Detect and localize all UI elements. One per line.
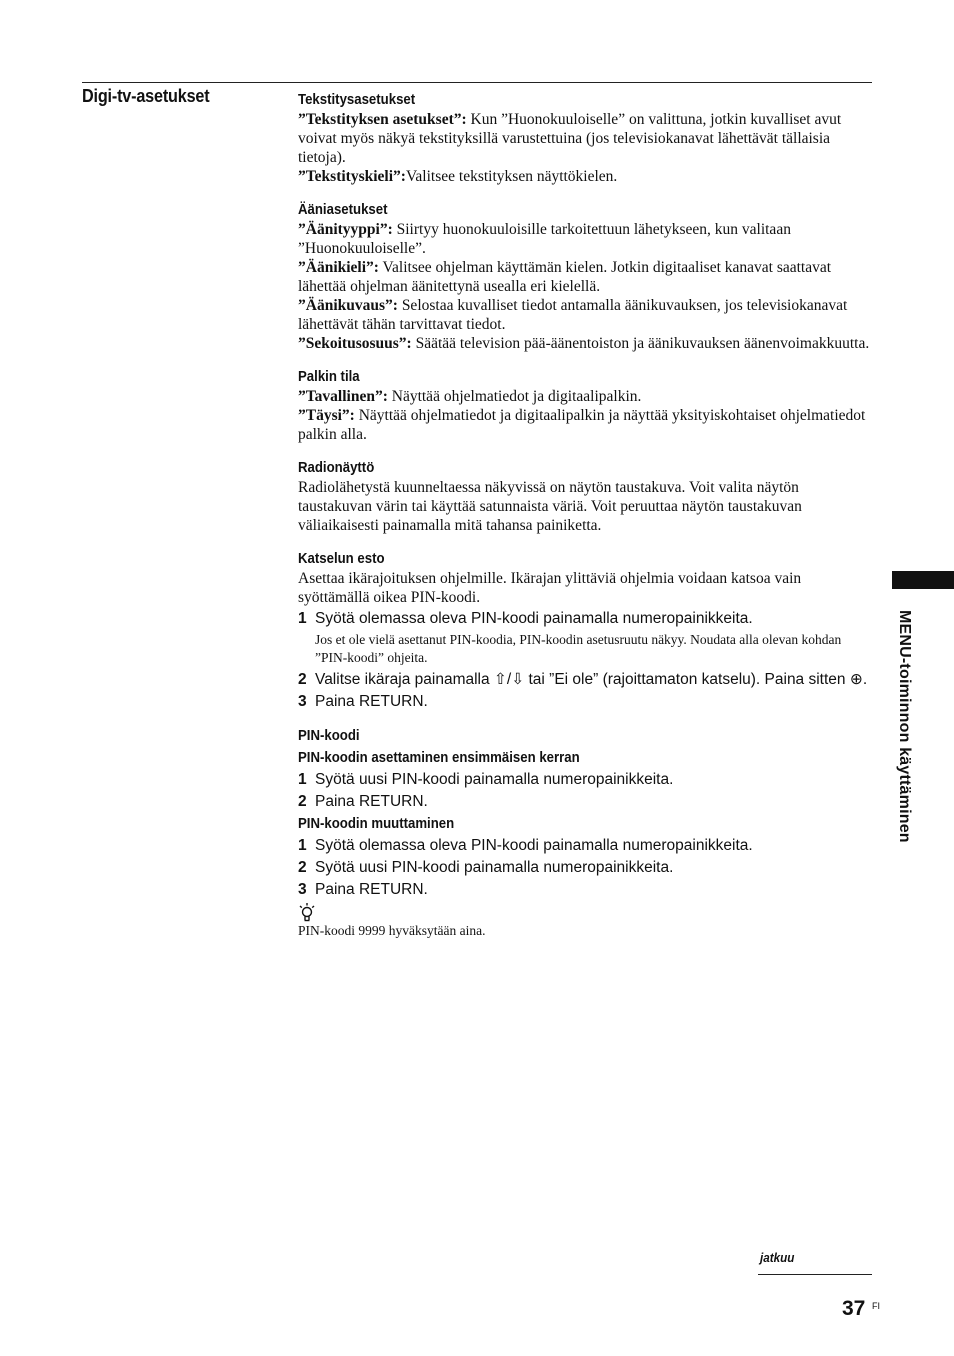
- pin-change-heading: PIN-koodin muuttaminen: [298, 815, 455, 832]
- banner-full-item: ”Täysi”: Näyttää ohjelmatiedot ja digitaalipalkin ja näyttää yksityiskohtaiset ohjelmatiedot palkin alla.: [298, 407, 866, 443]
- page-language-code: FI: [872, 1301, 880, 1311]
- subtitle-setup-item: ”Tekstityksen asetukset”: Kun ”Huonokuuloiselle” on valittuna, jotkin kuvalliset avut voivat myös näkyä tekstityksillä varustettuina (jos televisiokanavat lähettävät tällaisia tietoja).: [298, 111, 842, 166]
- banner-normal-item: ”Tavallinen”: Näyttää ohjelmatiedot ja digitaalipalkin.: [298, 388, 642, 405]
- audio-description-item: ”Äänikuvaus”: Selostaa kuvalliset tiedot antamalla äänikuvauksen, jos televisiokanavat lähettävät tähän tarvittavat tiedot.: [298, 297, 848, 333]
- page-number: 37: [842, 1297, 866, 1320]
- main-content: [298, 90, 872, 954]
- radio-display-block: [298, 458, 872, 535]
- step-item: 3 Paina RETURN.: [298, 881, 428, 898]
- audio-settings-block: [298, 200, 872, 353]
- step-item: 1 Syötä olemassa oleva PIN-koodi painamalla numeropainikkeita.: [298, 610, 753, 627]
- step-item: 2 Paina RETURN.: [298, 793, 428, 810]
- subtitle-settings-heading: Tekstitysasetukset: [298, 91, 416, 108]
- continued-label: jatkuu: [760, 1250, 795, 1265]
- step-item: 1 Syötä uusi PIN-koodi painamalla numeropainikkeita.: [298, 771, 674, 788]
- step-item: 1 Syötä olemassa oleva PIN-koodi painamalla numeropainikkeita.: [298, 837, 753, 854]
- radio-display-heading: Radionäyttö: [298, 459, 375, 476]
- step-item: 2 Valitse ikäraja painamalla ⇧/⇩ tai ”Ei ole” (rajoittamaton katselu). Paina sitten ⊕.: [298, 671, 868, 688]
- radio-display-text: Radiolähetystä kuunneltaessa näkyvissä on näytön taustakuva. Voit valita näytön taustakuvan värin tai käyttää satunnaista väriä. Voit peruuttaa näytön taustakuvan väliaikaisesti painamalla mitä tahansa painiketta.: [298, 479, 802, 534]
- tip-text: PIN-koodi 9999 hyväksytään aina.: [298, 923, 486, 938]
- audio-type-item: ”Äänityyppi”: Siirtyy huonokuuloisille tarkoitettuun lähetykseen, kun valitaan ”Huonokuuloiselle”.: [298, 221, 791, 257]
- parental-lock-text: Asettaa ikärajoituksen ohjelmille. Ikärajan ylittäviä ohjelmia voidaan katsoa vain syöttämällä oikea PIN-koodi.: [298, 570, 802, 606]
- step-item: 2 Syötä uusi PIN-koodi painamalla numeropainikkeita.: [298, 859, 674, 876]
- lightbulb-icon: [298, 902, 872, 922]
- side-tab-text: MENU-toiminnon käyttäminen: [896, 610, 913, 843]
- bottom-rule: [758, 1274, 872, 1275]
- parental-lock-heading: Katselun esto: [298, 550, 385, 567]
- audio-language-item: ”Äänikieli”: Valitsee ohjelman käyttämän kielen. Jotkin digitaaliset kanavat saattavat lähettää ohjelman äänitettynä usealla eri kielellä.: [298, 259, 832, 295]
- pin-code-heading: PIN-koodi: [298, 727, 360, 744]
- parental-lock-block: [298, 549, 872, 712]
- subtitle-language-item: ”Tekstityskieli”:Valitsee tekstityksen näyttökielen.: [298, 168, 618, 185]
- banner-mode-heading: Palkin tila: [298, 368, 360, 385]
- section-title: Digi-tv-asetukset: [82, 86, 210, 106]
- top-rule: [82, 82, 872, 83]
- mixing-level-item: ”Sekoitusosuus”: Säätää television pää-äänentoiston ja äänikuvauksen äänenvoimakkuutta.: [298, 335, 870, 352]
- side-tab-marker: [892, 571, 954, 589]
- pin-code-block: [298, 726, 872, 940]
- subtitle-settings-block: [298, 90, 872, 186]
- audio-settings-heading: Ääniasetukset: [298, 201, 388, 218]
- step-item: 3 Paina RETURN.: [298, 693, 428, 710]
- step-note: Jos et ole vielä asettanut PIN-koodia, PIN-koodin asetusruutu näkyy. Noudata alla olevan kohdan ”PIN-koodi” ohjeita.: [315, 632, 842, 665]
- banner-mode-block: [298, 367, 872, 444]
- pin-first-time-heading: PIN-koodin asettaminen ensimmäisen kerran: [298, 749, 580, 766]
